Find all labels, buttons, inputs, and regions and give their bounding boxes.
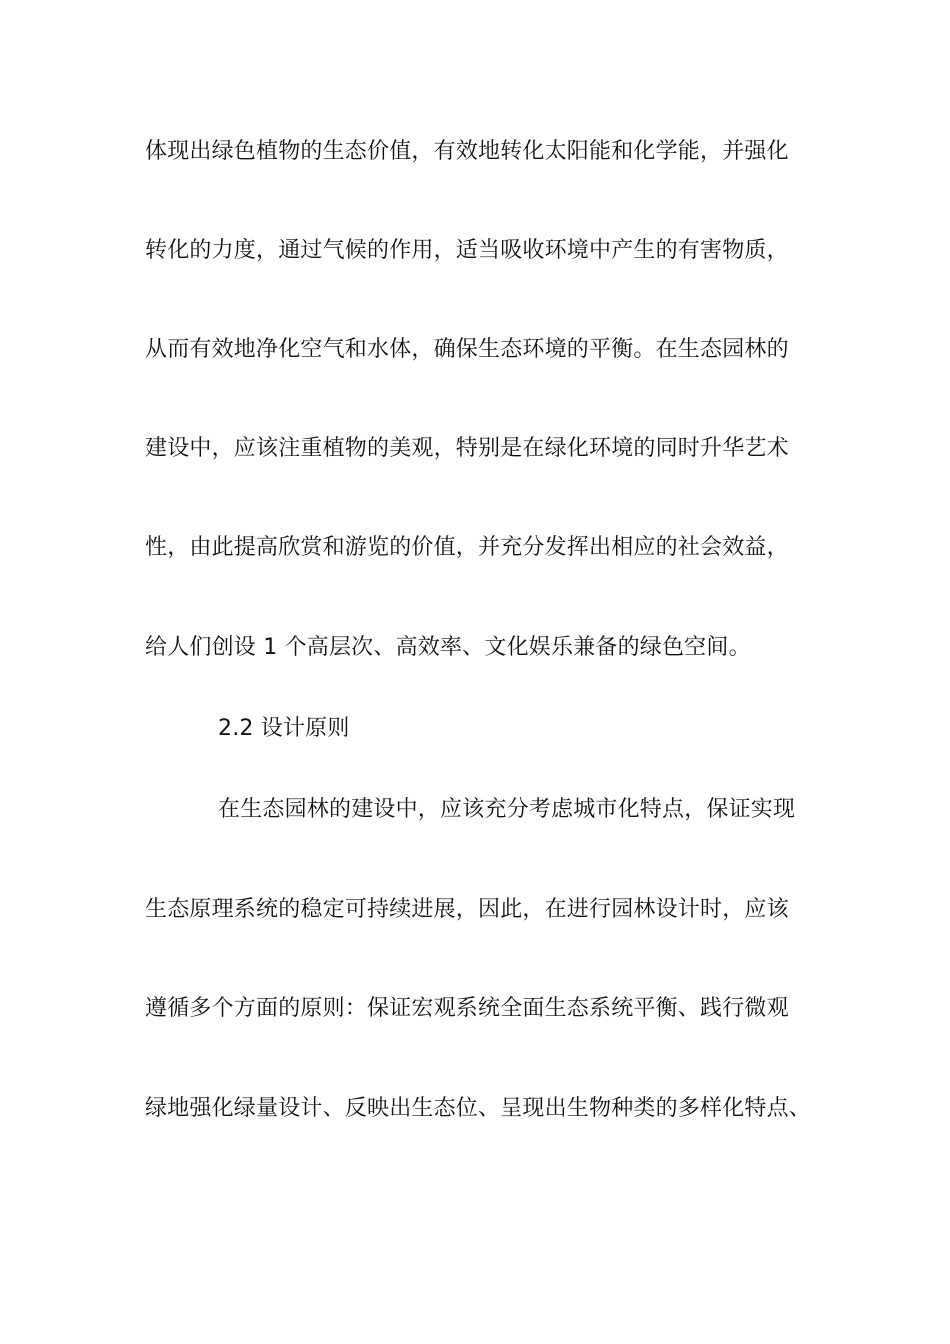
paragraph-line: 生态原理系统的稳定可持续进展，因此，在进行园林设计时，应该 — [145, 897, 789, 922]
paragraph-line: 体现出绿色植物的生态价值，有效地转化太阳能和化学能，并强化 — [145, 139, 789, 164]
paragraph-line: 性，由此提高欣赏和游览的价值，并充分发挥出相应的社会效益， — [145, 535, 789, 560]
paragraph-line: 绿地强化绿量设计、反映出生态位、呈现出生物种类的多样化特点、 — [145, 1096, 812, 1121]
paragraph-line: 转化的力度，通过气候的作用，适当吸收环境中产生的有害物质， — [145, 238, 789, 263]
paragraph-line: 给人们创设 1 个高层次、高效率、文化娱乐兼备的绿色空间。 — [145, 635, 751, 660]
section-heading: 2.2 设计原则 — [218, 716, 350, 741]
paragraph-line: 建设中，应该注重植物的美观，特别是在绿化环境的同时升华艺术 — [145, 436, 789, 461]
paragraph-line: 从而有效地净化空气和水体，确保生态环境的平衡。在生态园林的 — [145, 337, 789, 362]
paragraph-line: 遵循多个方面的原则：保证宏观系统全面生态系统平衡、践行微观 — [145, 996, 789, 1021]
paragraph-line: 在生态园林的建设中，应该充分考虑城市化特点，保证实现 — [218, 797, 796, 822]
